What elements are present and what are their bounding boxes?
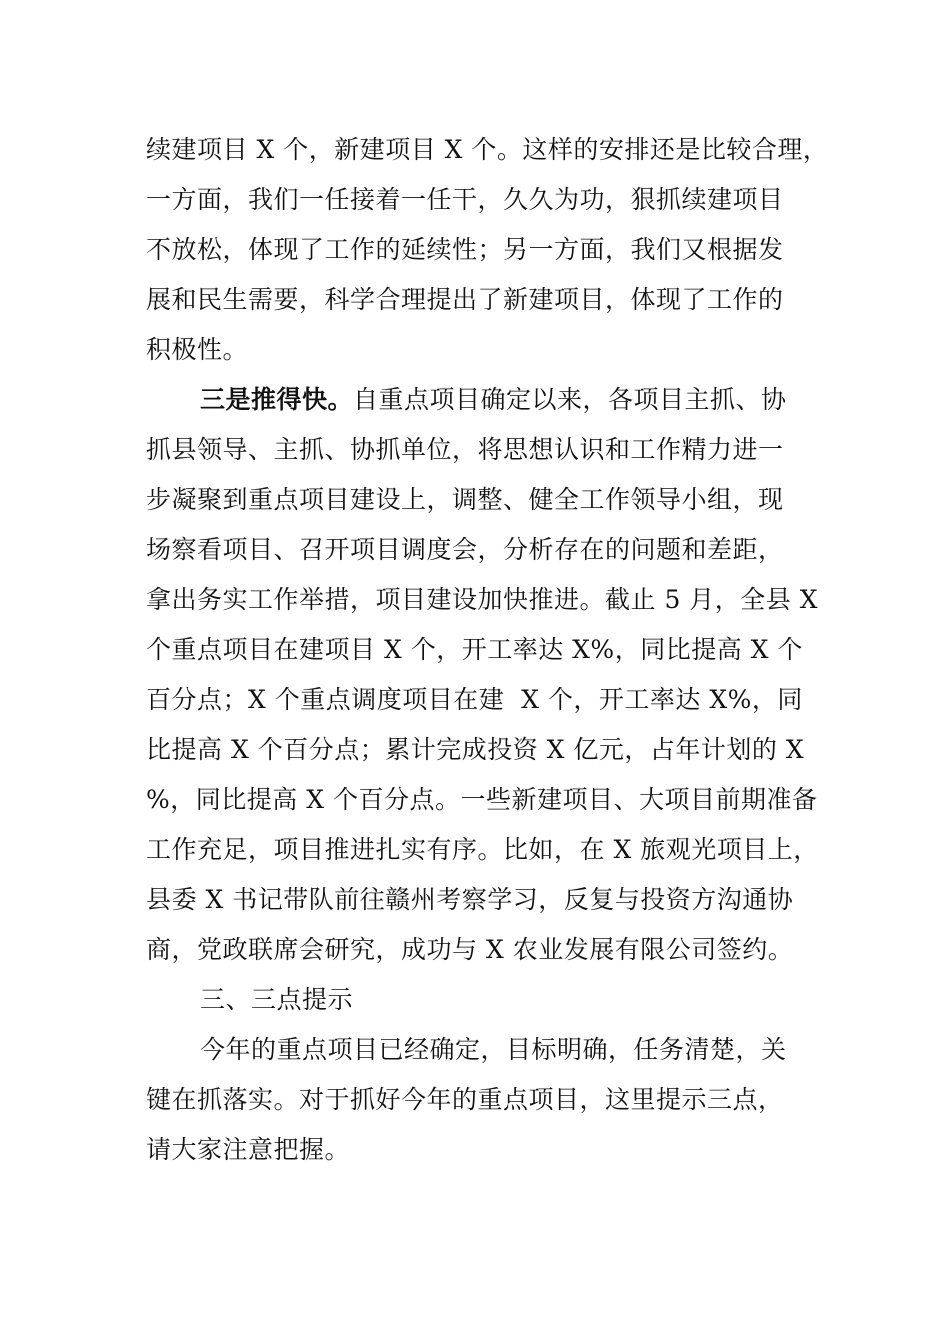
text-line: 比提高 X 个百分点；累计完成投资 X 亿元，占年计划的 X [146, 735, 805, 764]
text-line: 积极性。 [146, 335, 249, 364]
text-line: 抓县领导、主抓、协抓单位，将思想认识和工作精力进一 [146, 435, 784, 464]
text-line: %，同比提高 X 个百分点。一些新建项目、大项目前期准备 [146, 785, 818, 814]
text-line: 拿出务实工作举措，项目建设加快推进。截止 5 月，全县 X [146, 585, 819, 614]
paragraph-lead-bold: 三是推得快。 [200, 385, 354, 414]
text-line: 续建项目 X 个，新建项目 X 个。这样的安排还是比较合理， [146, 135, 829, 164]
paragraph-first-line: 今年的重点项目已经确定，目标明确，任务清楚，关 [200, 1035, 787, 1064]
text-line: 百分点；X 个重点调度项目在建 X 个，开工率达 X%，同 [146, 685, 803, 714]
text-line: 步凝聚到重点项目建设上，调整、健全工作领导小组，现 [146, 485, 784, 514]
text-line: 县委 X 书记带队前往赣州考察学习，反复与投资方沟通协 [146, 885, 794, 914]
text-line: 工作充足，项目推进扎实有序。比如，在 X 旅观光项目上， [146, 835, 819, 864]
paragraph-first-line-text: 自重点项目确定以来，各项目主抓、协 [353, 385, 787, 414]
text-line: 一方面，我们一任接着一任干，久久为功，狠抓续建项目 [146, 185, 784, 214]
text-line: 场察看项目、召开项目调度会，分析存在的问题和差距， [146, 535, 784, 564]
section-heading: 三、三点提示 [200, 985, 354, 1014]
text-line: 请大家注意把握。 [146, 1135, 351, 1164]
text-line: 展和民生需要，科学合理提出了新建项目，体现了工作的 [146, 285, 784, 314]
text-line: 不放松，体现了工作的延续性；另一方面，我们又根据发 [146, 235, 784, 264]
paragraph-first-line [200, 385, 950, 435]
text-line: 键在抓落实。对于抓好今年的重点项目，这里提示三点， [146, 1085, 784, 1114]
text-line: 个重点项目在建项目 X 个，开工率达 X%，同比提高 X 个 [146, 635, 803, 664]
text-line: 商，党政联席会研究，成功与 X 农业发展有限公司签约。 [146, 935, 794, 964]
